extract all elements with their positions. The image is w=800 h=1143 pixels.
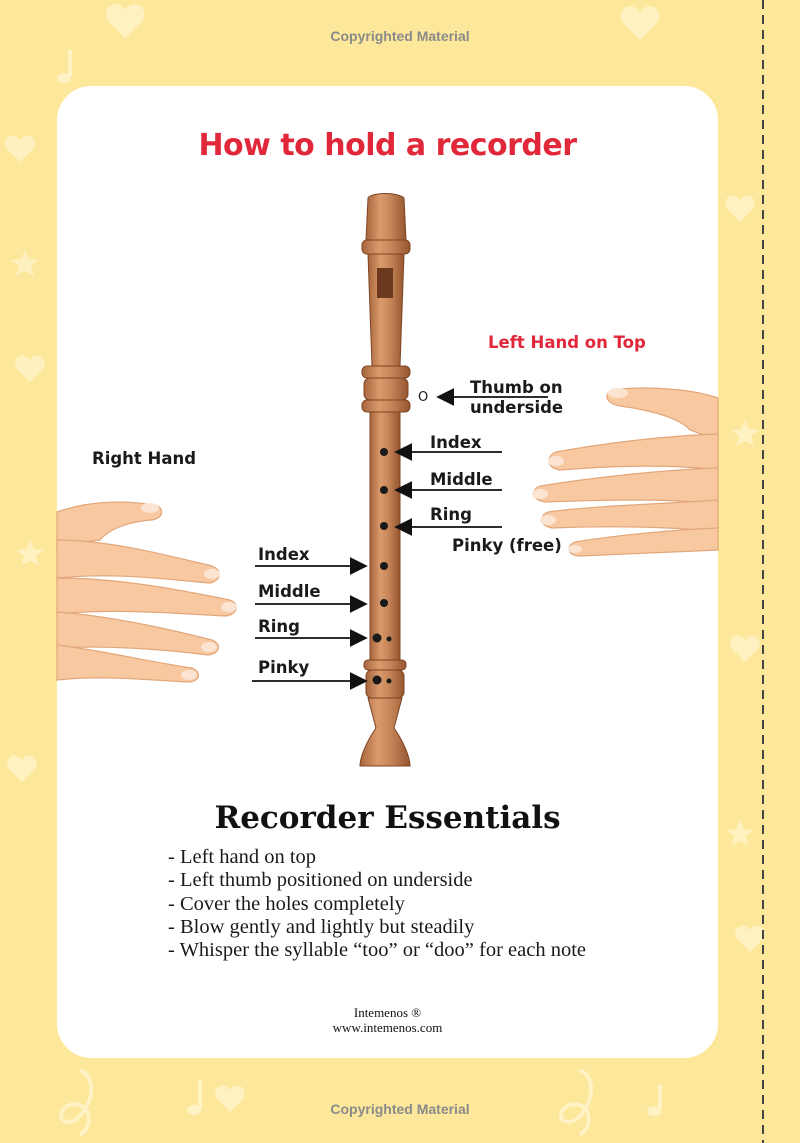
- list-item: - Whisper the syllable “too” or “doo” for each note: [168, 939, 586, 962]
- page-title: How to hold a recorder: [198, 128, 577, 163]
- left-finger-label-index: Index: [430, 433, 482, 452]
- right-hand-heading: Right Hand: [92, 449, 197, 468]
- essentials-list: [168, 846, 586, 962]
- footer-brand: Intemenos ®: [353, 1005, 422, 1020]
- copyright-notice-bottom: Copyrighted Material: [330, 1101, 470, 1117]
- right-finger-label-ring: Ring: [258, 617, 300, 636]
- thumb-label-line2: underside: [470, 398, 564, 417]
- recorder-illustration: [360, 194, 410, 767]
- thumb-label-line1: Thumb on: [470, 378, 563, 397]
- left-finger-label-pinky: Pinky (free): [452, 536, 562, 555]
- right-finger-label-pinky: Pinky: [258, 658, 310, 677]
- list-item: - Blow gently and lightly but steadily: [168, 915, 475, 938]
- copyright-notice-top: Copyrighted Material: [330, 28, 470, 44]
- footer-url: www.intemenos.com: [332, 1020, 443, 1035]
- list-item: - Left thumb positioned on underside: [168, 869, 473, 892]
- list-item: - Cover the holes completely: [168, 892, 405, 915]
- right-hand: [57, 502, 237, 682]
- list-item: - Left hand on top: [168, 846, 317, 868]
- left-hand-heading: Left Hand on Top: [488, 333, 646, 352]
- essentials-heading: Recorder Essentials: [214, 800, 561, 836]
- left-finger-label-ring: Ring: [430, 505, 472, 524]
- thumb-hole-marker: O: [418, 390, 429, 405]
- right-finger-label-index: Index: [258, 545, 310, 564]
- right-finger-label-middle: Middle: [258, 582, 321, 601]
- left-finger-label-middle: Middle: [430, 470, 493, 489]
